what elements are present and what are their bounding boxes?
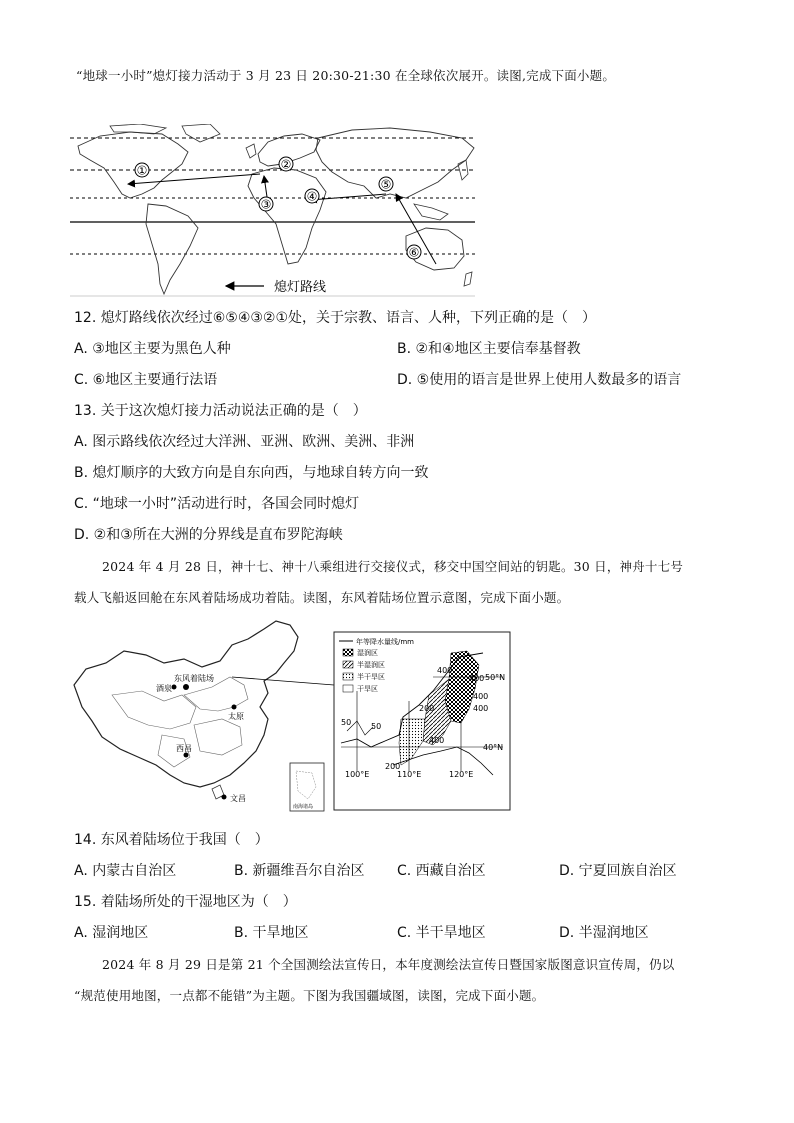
intro-text-2-line-2: 载人飞船返回舱在东风着陆场成功着陆。读图，东风着陆场位置示意图，完成下面小题。	[74, 590, 570, 605]
q14-option-c[interactable]: C. 西藏自治区	[397, 863, 486, 879]
inset-boundary	[296, 771, 316, 799]
route-arrow-2-to-1	[128, 174, 260, 184]
dongfeng-site-label: 东风着陆场	[174, 674, 214, 683]
q13-option-d[interactable]: D. ②和③所在大洲的分界线是直布罗陀海峡	[74, 527, 343, 543]
marker-label-5: ⑤	[380, 177, 392, 192]
q12-option-d[interactable]: D. ⑤使用的语言是世界上使用人数最多的语言	[397, 372, 682, 388]
arctic-islands-outline	[110, 124, 166, 134]
legend-semiarid-label: 半干旱区	[357, 673, 385, 681]
q14-option-d[interactable]: D. 宁夏回族自治区	[559, 863, 677, 879]
legend-humid-swatch	[343, 649, 353, 656]
legend-semiarid-swatch	[343, 673, 353, 680]
q13-option-c[interactable]: C. “地球一小时”活动进行时，各国会同时熄灯	[74, 496, 360, 512]
q13-stem: 13. 关于这次熄灯接力活动说法正确的是（ ）	[74, 403, 367, 419]
q15-option-a[interactable]: A. 湿润地区	[74, 925, 149, 941]
marker-label-6: ⑥	[408, 245, 420, 260]
iso-label-400-c: 400	[473, 704, 489, 713]
q12-option-b[interactable]: B. ②和④地区主要信奉基督教	[397, 341, 581, 357]
iso-label-50-a: 50	[341, 718, 352, 727]
north-america-outline	[78, 132, 188, 198]
world-map	[70, 124, 480, 300]
iso-label-50-b: 50	[371, 722, 382, 731]
q14-option-a[interactable]: A. 内蒙古自治区	[74, 863, 177, 879]
q15-option-c[interactable]: C. 半干旱地区	[397, 925, 486, 941]
lon-label-120e: 120°E	[449, 770, 474, 779]
province-lines	[112, 691, 196, 729]
legend-semihumid-label: 半湿润区	[357, 661, 385, 669]
q14-stem: 14. 东风着陆场位于我国（ ）	[74, 832, 269, 848]
britain-outline	[246, 144, 256, 158]
xichang-dot	[184, 753, 189, 758]
china-map	[72, 615, 334, 815]
legend-title: 年等降水量线/mm	[356, 638, 414, 646]
iso-label-400-e: 400	[469, 674, 485, 683]
jiuquan-dot	[172, 685, 177, 690]
taiyuan-dot	[232, 705, 237, 710]
taiyuan-label: 太原	[228, 712, 244, 721]
intro-text-3-line-1: 2024 年 8 月 29 日是第 21 个全国测绘法宣传日，本年度测绘法宣传日暨国家版图意识宣传周，仍以	[102, 957, 675, 972]
dongfeng-site-dot	[183, 684, 189, 690]
callout-line	[232, 677, 334, 685]
province-lines-central	[194, 719, 242, 755]
iso-label-400-d: 400	[429, 736, 445, 745]
intro-text-3-line-2: “规范使用地图，一点都不能错”为主题。下图为我国疆域图，读图，完成下面小题。	[74, 988, 545, 1003]
q12-option-a[interactable]: A. ③地区主要为黑色人种	[74, 341, 231, 357]
wenchang-label: 文昌	[230, 794, 246, 803]
jiuquan-label: 酒泉	[156, 684, 172, 693]
legend-arid-label: 干旱区	[357, 685, 378, 693]
q13-option-a[interactable]: A. 图示路线依次经过大洋洲、亚洲、欧洲、美洲、非洲	[74, 434, 415, 450]
q15-option-d[interactable]: D. 半湿润地区	[559, 925, 649, 941]
lat-label-50n: 50°N	[485, 673, 506, 682]
lon-label-100e: 100°E	[345, 770, 370, 779]
q12-option-c[interactable]: C. ⑥地区主要通行法语	[74, 372, 218, 388]
lon-label-110e: 110°E	[397, 770, 422, 779]
iso-label-200-b: 200	[385, 762, 401, 771]
wenchang-dot	[222, 795, 227, 800]
precipitation-map	[333, 631, 511, 811]
q14-option-b[interactable]: B. 新疆维吾尔自治区	[234, 863, 365, 879]
iso-label-200-a: 200	[419, 704, 435, 713]
greenland-outline	[182, 124, 220, 142]
legend-humid-label: 湿润区	[357, 649, 378, 657]
iso-label-400-a: 400	[437, 666, 453, 675]
china-border	[74, 621, 298, 787]
south-america-outline	[146, 204, 198, 294]
new-zealand-outline	[464, 272, 472, 286]
q12-stem: 12. 熄灯路线依次经过⑥⑤④③②①处，关于宗教、语言、人种，下列正确的是（ ）	[74, 310, 597, 326]
legend-route-label: 熄灯路线	[274, 280, 327, 295]
southeast-asia-islands-outline	[414, 204, 448, 220]
xichang-label: 西昌	[176, 744, 192, 753]
legend-arid-swatch	[343, 685, 353, 692]
lat-label-40n: 40°N	[483, 743, 504, 752]
q13-option-b[interactable]: B. 熄灯顺序的大致方向是自东向西，与地球自转方向一致	[74, 465, 429, 481]
intro-text-1: “地球一小时”熄灯接力活动于 3 月 23 日 20:30-21:30 在全球依次展开。读图,完成下面小题。	[76, 68, 616, 83]
intro-text-2-line-1: 2024 年 4 月 28 日，神十七、神十八乘组进行交接仪式，移交中国空间站的钥匙。30 日，神舟十七号	[102, 559, 684, 574]
marker-label-3: ③	[260, 197, 272, 212]
africa-outline	[248, 168, 326, 264]
q15-option-b[interactable]: B. 干旱地区	[234, 925, 309, 941]
marker-label-2: ②	[280, 157, 292, 172]
marker-label-1: ①	[136, 163, 148, 178]
legend-semihumid-swatch	[343, 661, 353, 668]
marker-label-4: ④	[306, 189, 318, 204]
inset-label: 南海诸岛	[293, 804, 314, 810]
q15-stem: 15. 着陆场所处的干湿地区为（ ）	[74, 894, 297, 910]
iso-label-400-b: 400	[473, 692, 489, 701]
